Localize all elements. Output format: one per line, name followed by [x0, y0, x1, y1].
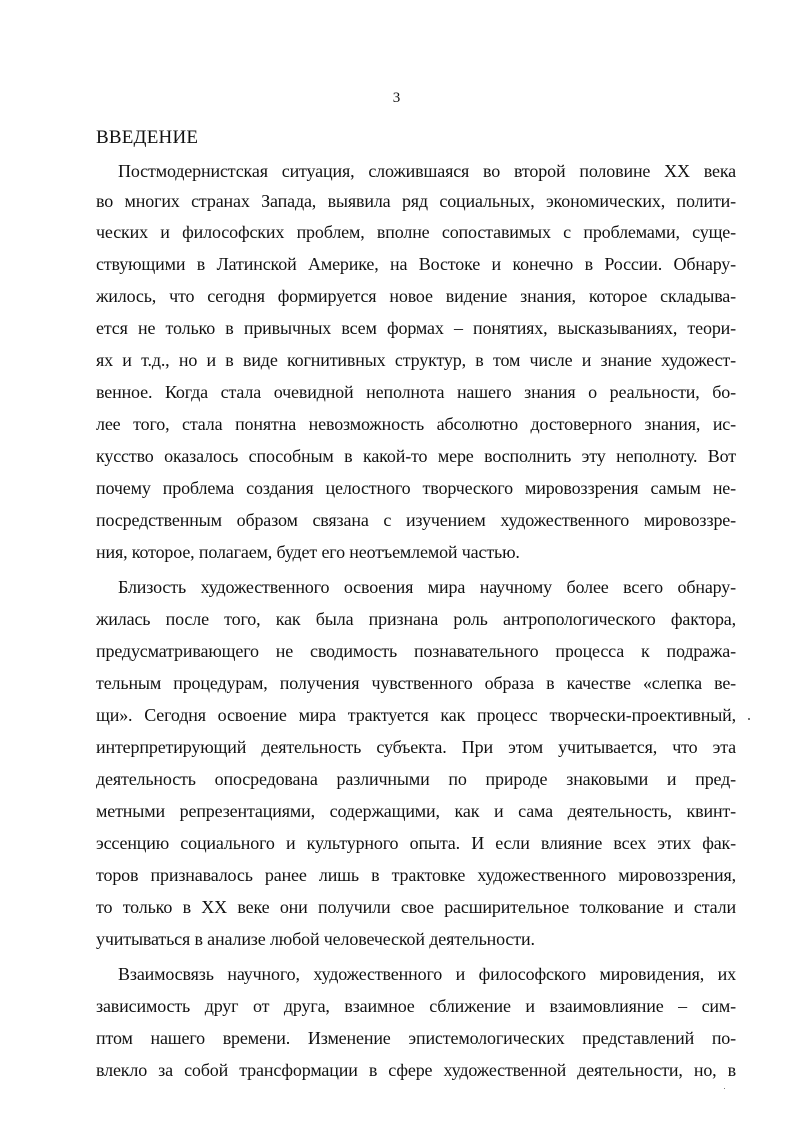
paragraph-3-line-2: зависимость друг от друга, взаимное сближение и взаимовлияние – сим- [96, 996, 736, 1016]
paragraph-2-line-6: интерпретирующий деятельность субъекта. При этом учитывается, что эта [96, 737, 736, 757]
paragraph-3-line-3: птом нашего времени. Изменение эпистемологических представлений по- [96, 1028, 736, 1048]
paragraph-2-line-8: метными репрезентациями, содержащими, как и сама деятельность, квинт- [96, 801, 736, 821]
paragraph-2-line-10: торов признавалось ранее лишь в трактовке художественного мировоззрения, [96, 865, 736, 885]
paragraph-1-line-12: посредственным образом связана с изучением художественного мировоззре- [96, 510, 736, 530]
paragraph-1-line-2: во многих странах Запада, выявила ряд социальных, экономических, полити- [96, 191, 736, 211]
paragraph-2-line-7: деятельность опосредована различными по природе знаковыми и пред- [96, 769, 736, 789]
page-number: 3 [392, 90, 401, 106]
scan-speck [748, 718, 750, 720]
paragraph-1-line-1: Постмодернистская ситуация, сложившаяся во второй половине XX века [118, 161, 736, 181]
paragraph-1-line-8: венное. Когда стала очевидной неполнота нашего знания о реальности, бо- [96, 382, 736, 402]
paragraph-2-line-3: предусматривающего не сводимость познавательного процесса к подража- [96, 641, 736, 661]
paragraph-1-line-7: ях и т.д., но и в виде когнитивных структур, в том числе и знание художест- [96, 350, 736, 370]
paragraph-1-line-11: почему проблема создания целостного творческого мировоззрения самым не- [96, 478, 736, 498]
paragraph-1-line-13: ния, которое, полагаем, будет его неотъемлемой частью. [96, 542, 520, 562]
paragraph-2-line-12: учитываться в анализе любой человеческой деятельности. [96, 929, 535, 949]
paragraph-1-line-4: ствующими в Латинской Америке, на Востоке и конечно в России. Обнару- [96, 254, 736, 274]
scan-speck [724, 1088, 725, 1089]
section-heading: ВВЕДЕНИЕ [96, 127, 199, 148]
paragraph-2-line-5: щи». Сегодня освоение мира трактуется как процесс творчески-проективный, [96, 705, 736, 725]
paragraph-2-line-2: жилась после того, как была признана роль антропологического фактора, [96, 609, 736, 629]
paragraph-3-line-4: влекло за собой трансформации в сфере художественной деятельности, но, в [96, 1060, 736, 1080]
paragraph-2-line-11: то только в XX веке они получили свое расширительное толкование и стали [96, 897, 736, 917]
paragraph-2-line-1: Близость художественного освоения мира научному более всего обнару- [118, 577, 736, 597]
paragraph-1-line-6: ется не только в привычных всем формах – понятиях, высказываниях, теори- [96, 318, 736, 338]
paragraph-2-line-4: тельным процедурам, получения чувственного образа в качестве «слепка ве- [96, 673, 736, 693]
paragraph-1-line-3: ческих и философских проблем, вполне сопоставимых с проблемами, суще- [96, 222, 736, 242]
paragraph-3-line-1: Взаимосвязь научного, художественного и философского мировидения, их [118, 964, 736, 984]
paragraph-1-line-9: лее того, стала понятна невозможность абсолютно достоверного знания, ис- [96, 414, 736, 434]
paragraph-1-line-5: жилось, что сегодня формируется новое видение знания, которое складыва- [96, 286, 736, 306]
paragraph-2-line-9: эссенцию социального и культурного опыта. И если влияние всех этих фак- [96, 833, 736, 853]
paragraph-1-line-10: кусство оказалось способным в какой-то мере восполнить эту неполноту. Вот [96, 446, 736, 466]
